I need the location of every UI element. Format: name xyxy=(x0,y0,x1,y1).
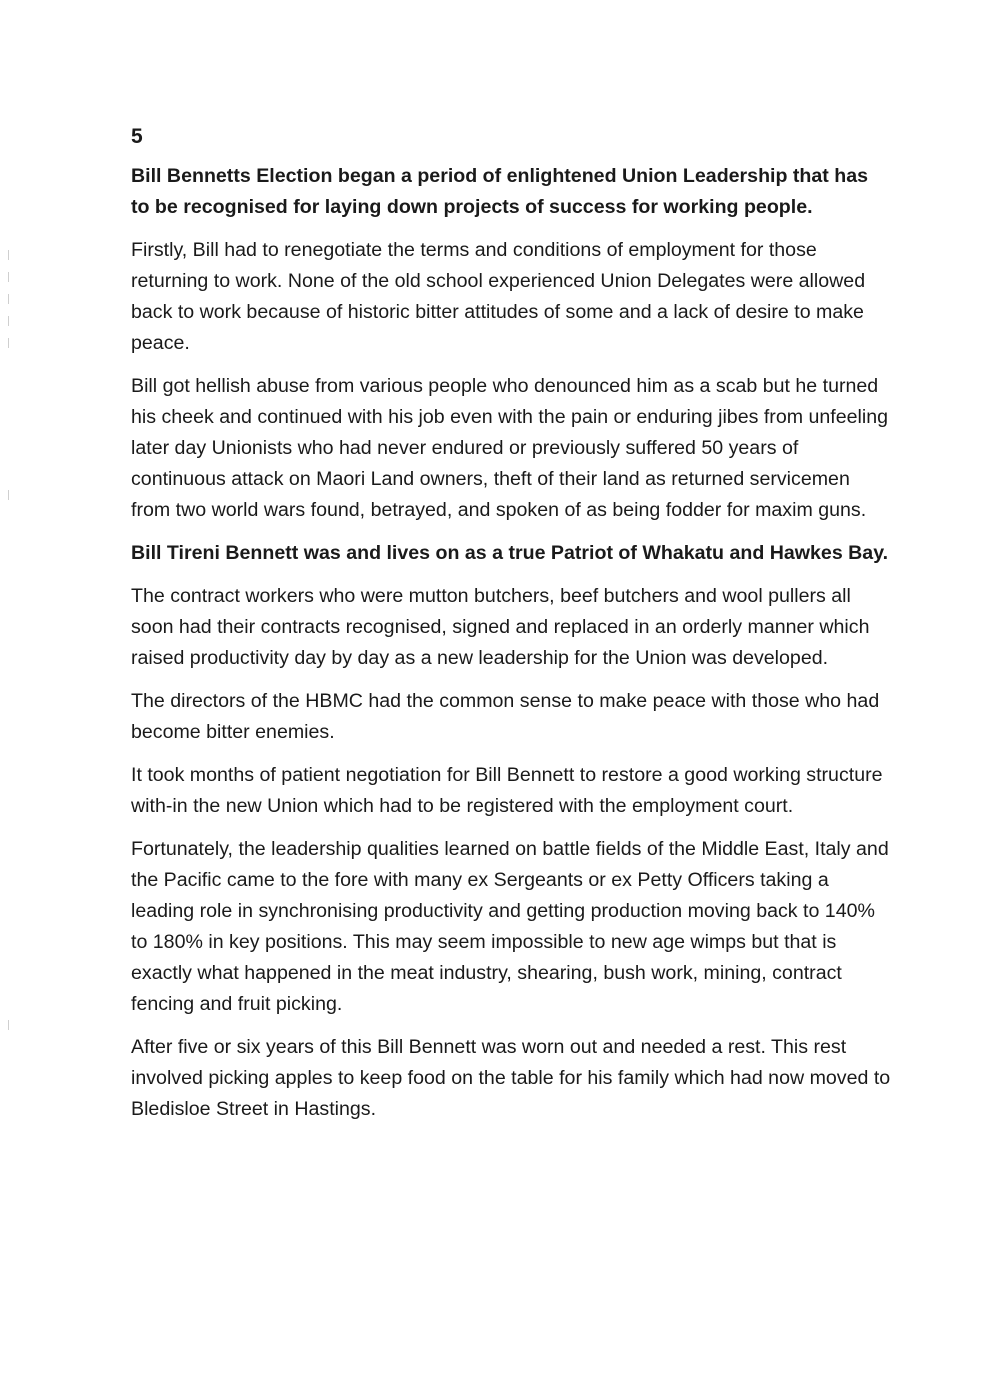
scan-edge-marks xyxy=(8,250,10,1050)
section-heading: Bill Bennetts Election began a period of enlightened Union Leadership that has to be recognised for laying down projects of success for working people. xyxy=(131,165,869,218)
page-number: 5 xyxy=(131,125,143,148)
document-body xyxy=(131,161,891,1137)
paragraph: The contract workers who were mutton butchers, beef butchers and wool pullers all soon had their contracts recognised, signed and replaced in an orderly manner which raised productivity day by day as a new leadership for the Union was developed. xyxy=(131,585,870,669)
paragraph: Fortunately, the leadership qualities learned on battle fields of the Middle East, Italy and the Pacific came to the fore with many ex Sergeants or ex Petty Officers taking a leading role in synchronising productivity and getting production moving back to 140% to 180% in key positions. This may seem impossible to new age wimps but that is exactly what happened in the meat industry, shearing, bush work, mining, contract fencing and fruit picking. xyxy=(131,838,889,1015)
paragraph: After five or six years of this Bill Bennett was worn out and needed a rest. This rest involved picking apples to keep food on the table for his family which had now moved to Bledisloe Street in Hastings. xyxy=(131,1036,891,1120)
paragraph: Firstly, Bill had to renegotiate the terms and conditions of employment for those returning to work. None of the old school experienced Union Delegates were allowed back to work because of historic bitter attitudes of some and a lack of desire to make peace. xyxy=(131,239,866,354)
section-heading: Bill Tireni Bennett was and lives on as a true Patriot of Whakatu and Hawkes Bay. xyxy=(131,542,889,564)
paragraph: It took months of patient negotiation for Bill Bennett to restore a good working structure with-in the new Union which had to be registered with the employment court. xyxy=(131,764,883,817)
paragraph: Bill got hellish abuse from various people who denounced him as a scab but he turned his cheek and continued with his job even with the pain or enduring jibes from unfeeling later day Unionists who had never endured or previously suffered 50 years of continuous attack on Maori Land owners, theft of their land as returned servicemen from two world wars found, betrayed, and spoken of as being fodder for maxim guns. xyxy=(131,375,889,521)
paragraph: The directors of the HBMC had the common sense to make peace with those who had become bitter enemies. xyxy=(131,690,880,743)
